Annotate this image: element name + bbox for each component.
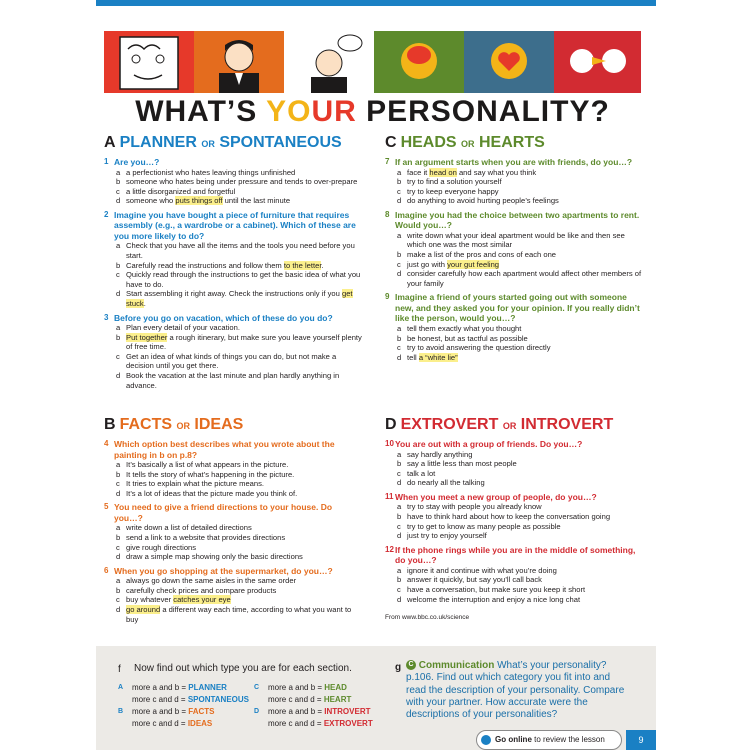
option: b answer it quickly, but say you’ll call back <box>397 575 542 585</box>
option: b say a little less than most people <box>397 459 517 469</box>
section-b-heading: B FACTS OR IDEAS <box>104 416 244 433</box>
question-7: 7 If an argument starts when you are with friends, do you…? a face it head on and say what you think b try to find a solution yourself c try to keep everyone happy d do anything to avoid hurting people’s feelings <box>385 157 643 206</box>
option: b Carefully read the instructions and follow them to the letter. <box>116 260 324 270</box>
option: a write down what your ideal apartment would be like and then see which one was the most similar <box>397 230 625 250</box>
option: b It tells the story of what’s happening in the picture. <box>116 469 295 479</box>
highlighted-phrase: catches your eye <box>173 595 231 605</box>
page-title: WHAT’S YOUR PERSONALITY? <box>135 95 610 128</box>
option: c give rough directions <box>116 542 197 552</box>
highlighted-phrase: your gut feeling <box>447 259 500 269</box>
option: a Plan every detail of your vacation. <box>116 323 240 333</box>
option: d Book the vacation at the last minute and plan hardly anything in advance. <box>116 371 340 390</box>
option: b make a list of the pros and cons of each one <box>397 250 557 260</box>
option: a ignore it and continue with what you’re doing <box>397 565 557 575</box>
option: d go around a different way each time, according to what you want to buy <box>116 605 352 624</box>
task-g-letter: g <box>395 662 402 673</box>
option: c have a conversation, but make sure you keep it short <box>397 584 586 594</box>
question-5: 5 You need to give a friend directions to your house. Do you…? a write down a list of detailed directions b send a link to a website that provides directions c give rough directions d draw a simple map showing only the basic directions <box>104 502 362 561</box>
option: a write down a list of detailed directions <box>116 523 252 533</box>
highlighted-phrase: a “white lie” <box>418 352 458 362</box>
option: c try to keep everyone happy <box>397 186 499 196</box>
option: b someone who hates being under pressure and tends to over-prepare <box>116 177 358 187</box>
option: d just try to enjoy yourself <box>397 531 487 541</box>
section-a-heading: A PLANNER OR SPONTANEOUS <box>104 134 342 151</box>
option: a say hardly anything <box>397 449 473 459</box>
option: c Get an idea of what kinds of things you can do, but not make a decision until you get there. <box>116 351 337 371</box>
option: a face it head on and say what you think <box>397 167 537 177</box>
key-d: D more a and b = INTROVERT more c and d = EXTROVERT <box>254 707 373 728</box>
question-8: 8 Imagine you had the choice between two apartments to rent. Would you…? a write down what your ideal apartment would be like and then see which one was the most similar b make a list of the pros and cons of each one c just go with your gut feeling d consider carefully how each apartment would affect other members of your family <box>385 209 642 288</box>
source-credit: From www.bbc.co.uk/science <box>385 614 470 622</box>
highlighted-phrase: Put together <box>126 332 168 342</box>
option: d welcome the interruption and enjoy a nice long chat <box>397 594 581 604</box>
key-a: A more a and b = PLANNER more c and d = SPONTANEOUS <box>118 683 250 704</box>
option: d tell a “white lie” <box>397 352 458 362</box>
option: d someone who puts things off until the last minute <box>116 196 291 206</box>
page-number: 9 <box>626 730 656 750</box>
option: b try to find a solution yourself <box>397 177 502 187</box>
question-4: 4 Which option best describes what you wrote about the painting in b on p.8? a It’s basically a list of what appears in the picture. b It tells the story of what’s happening in the picture. c It tries to explain what the picture means. d It’s a lot of ideas that the picture made you think of. <box>104 439 362 498</box>
question-2: 2 Imagine you have bought a piece of furniture that requires assembly (e.g., a wardrobe or a cabinet). Which of these are you more likely to do? a Check that you have all the items and the tools you need before you start. b Carefully read the instructions and follow them to the letter. c Quickly read through the instructions to get the basic idea of what you have to do. d Start assembling it right away. Check the instructions only if you get stuck. <box>104 209 361 308</box>
section-d <box>385 416 643 621</box>
question-10: 10 You are out with a group of friends. Do you…? a say hardly anything b say a little less than most people c talk a lot d do nearly all the talking <box>385 439 643 488</box>
brain-head-icon <box>401 43 437 79</box>
option: b Put together a rough itinerary, but make sure you leave yourself plenty of free time. <box>116 332 362 352</box>
sketched-brain-face-icon <box>120 37 178 89</box>
question-1: 1 Are you…? a a perfectionist who hates leaving things unfinished b someone who hates being under pressure and tends to over-prepare c a little disorganized and forgetful d someone who puts things off until the last minute <box>104 157 362 206</box>
option: a a perfectionist who hates leaving things unfinished <box>116 167 296 177</box>
option: b carefully check prices and compare products <box>116 585 277 595</box>
option: d draw a simple map showing only the basic directions <box>116 552 303 562</box>
task-f-letter: f <box>118 664 121 675</box>
option: d do nearly all the talking <box>397 478 485 488</box>
section-b <box>104 416 362 624</box>
online-icon <box>481 735 491 745</box>
option: a always go down the same aisles in the same order <box>116 576 297 586</box>
banner-illustrations <box>104 31 641 93</box>
option: c talk a lot <box>397 468 436 478</box>
highlighted-phrase: to the letter <box>283 260 322 270</box>
question-9: 9 Imagine a friend of yours started going out with someone new, and they asked you for your opinion. If you really didn’t like the person, would you…? a tell them exactly what you thought b be honest, but as tactful as possible c try to avoid answering the question directly d tell a “white lie” <box>385 292 643 362</box>
option: c just go with your gut feeling <box>397 259 500 269</box>
option: c try to get to know as many people as possible <box>397 521 561 531</box>
option: a tell them exactly what you thought <box>397 323 522 333</box>
option: c buy whatever catches your eye <box>116 595 231 605</box>
option: b have to think hard about how to keep the conversation going <box>397 511 611 521</box>
textbook-page <box>96 6 656 750</box>
option: b be honest, but as tactful as possible <box>397 333 528 343</box>
communication-icon: C <box>406 660 416 670</box>
key-c: C more a and b = HEAD more c and d = HEART <box>254 683 352 704</box>
heart-head-icon <box>491 43 527 79</box>
option: d do anything to avoid hurting people’s feelings <box>397 196 559 206</box>
option: d It’s a lot of ideas that the picture made you think of. <box>116 488 298 498</box>
go-online-link[interactable]: Go online to review the lesson <box>476 730 622 750</box>
option: a try to stay with people you already know <box>397 502 542 512</box>
question-3: 3 Before you go on vacation, which of these do you do? a Plan every detail of your vacation. b Put together a rough itinerary, but make sure you leave yourself plenty of free time. c Get an idea of what kinds of things you can do, but not make a decision until you get there. d Book the vacation at the last minute and plan hardly anything in advance. <box>104 312 362 390</box>
option: c try to avoid answering the question directly <box>397 343 551 353</box>
question-6: 6 When you go shopping at the supermarket, do you…? a always go down the same aisles in the same order b carefully check prices and compare products c buy whatever catches your eye d go around a different way each time, according to what you want to buy <box>104 566 362 624</box>
section-c-heading: C HEADS OR HEARTS <box>385 134 545 151</box>
section-c <box>385 134 643 362</box>
option: a It’s basically a list of what appears in the picture. <box>116 460 289 469</box>
option: c It tries to explain what the picture means. <box>116 479 265 489</box>
highlighted-phrase: puts things off <box>175 196 223 206</box>
option: d Start assembling it right away. Check the instructions only if you get stuck. <box>116 289 353 308</box>
highlighted-phrase: get stuck <box>126 289 353 308</box>
option: c a little disorganized and forgetful <box>116 186 236 196</box>
question-12: 12 If the phone rings while you are in the middle of something, do you…? a ignore it and continue with what you’re doing b answer it quickly, but say you’ll call back c have a conversation, but make sure you keep it short d welcome the interruption and enjoy a nice long chat <box>385 545 643 604</box>
option: d consider carefully how each apartment would affect other members of your family <box>397 269 642 288</box>
option: b send a link to a website that provides directions <box>116 532 286 542</box>
option: c Quickly read through the instructions to get the basic idea of what you have to do. <box>116 270 361 289</box>
task-f-instruction: Now find out which type you are for each section. <box>134 663 352 674</box>
key-b: B more a and b = FACTS more c and d = IDEAS <box>118 707 215 728</box>
option: a Check that you have all the items and the tools you need before you start. <box>116 241 355 260</box>
question-11: 11 When you meet a new group of people, do you…? a try to stay with people you already know b have to think hard about how to keep the conversation going c try to get to know as many people as possible d just try to enjoy yourself <box>385 492 643 541</box>
task-g-instruction: C Communication What’s your personality? p.106. Find out which category you fit into and read the description of your personality. Compare with your partner. How accurate were the descriptions of your personalities? <box>406 660 625 721</box>
title-banner <box>104 31 641 131</box>
section-d-heading: D EXTROVERT OR INTROVERT <box>385 416 614 433</box>
section-a <box>104 134 362 390</box>
highlighted-phrase: head on <box>429 167 457 177</box>
highlighted-phrase: go around <box>126 605 161 615</box>
